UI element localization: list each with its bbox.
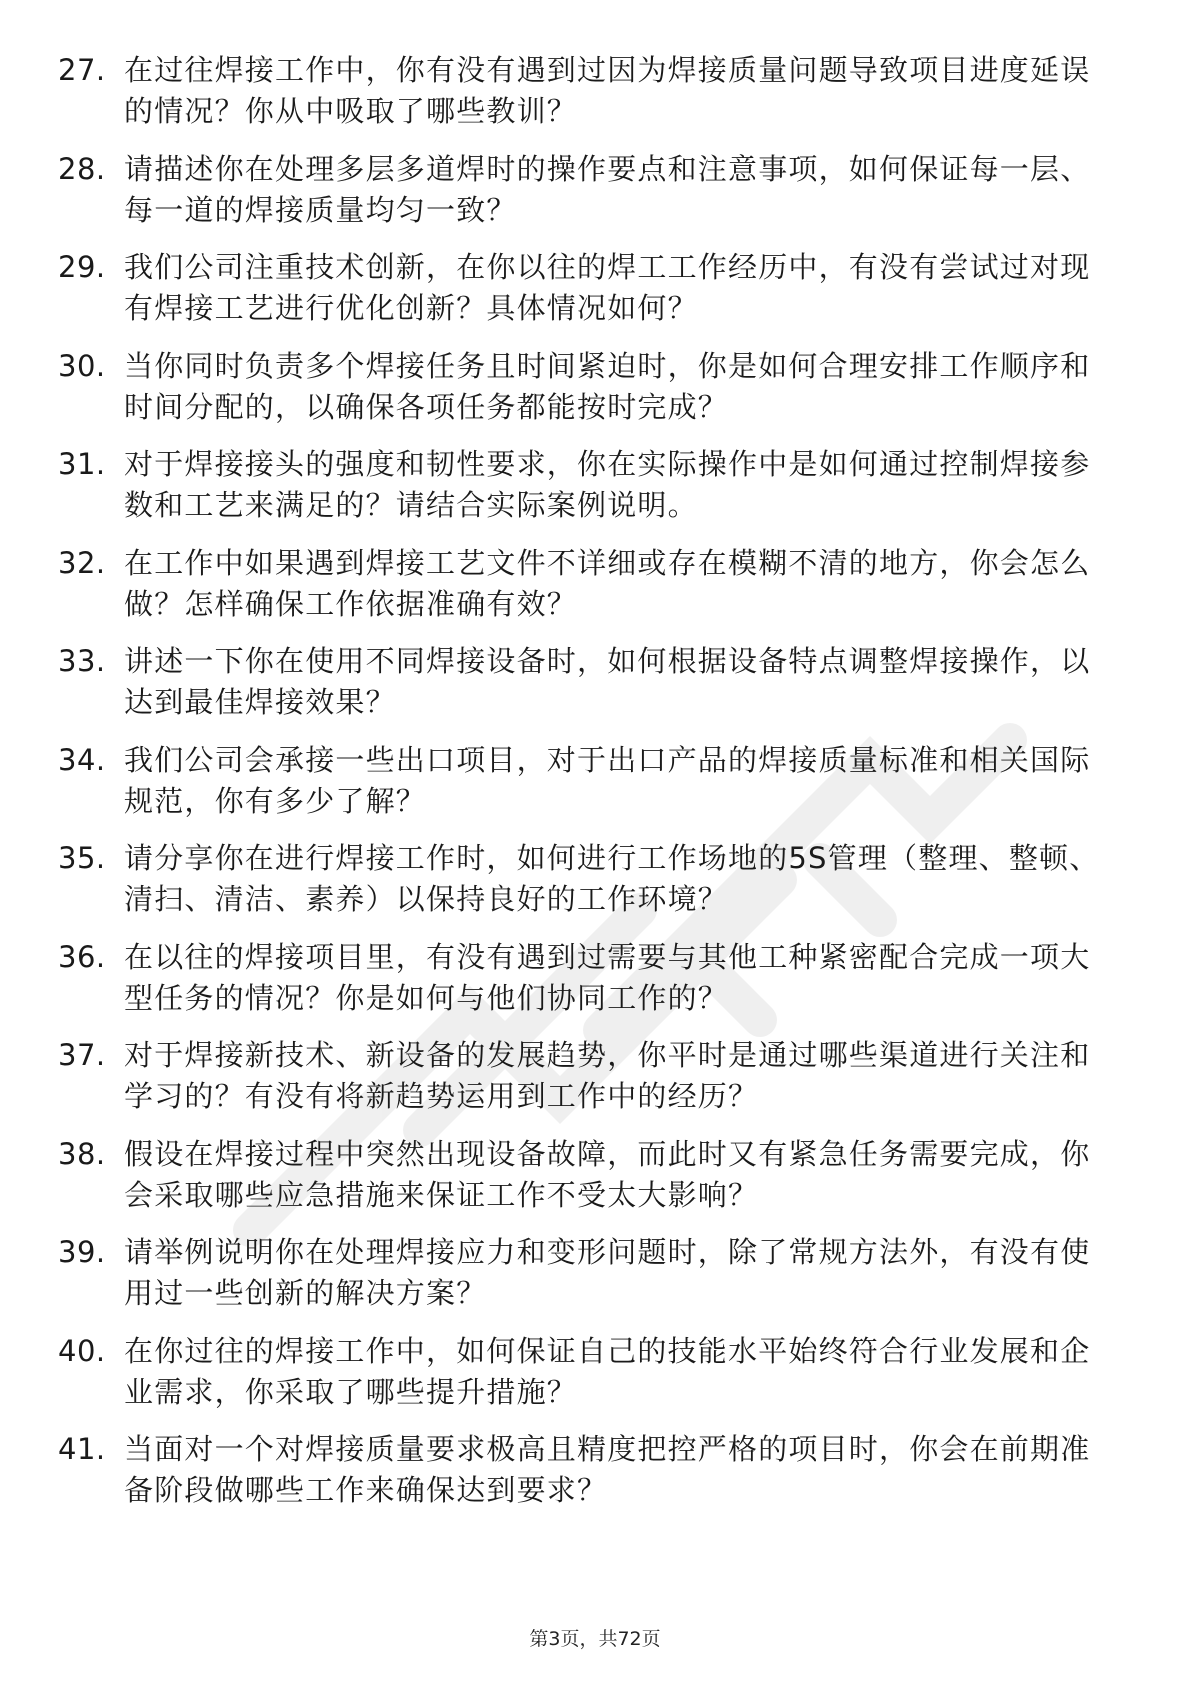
question-item	[58, 247, 1118, 329]
question-item	[58, 1035, 1118, 1117]
question-text: 在工作中如果遇到焊接工艺文件不详细或存在模糊不清的地方，你会怎么做？怎样确保工作依据准确有效？	[124, 545, 1091, 621]
question-number: 28.	[58, 151, 106, 186]
question-number: 41.	[58, 1432, 106, 1466]
question-text: 请举例说明你在处理焊接应力和变形问题时，除了常规方法外，有没有使用过一些创新的解决方案？	[124, 1235, 1091, 1310]
question-item	[58, 543, 1118, 625]
question-number: 37.	[58, 1038, 106, 1072]
question-text: 我们公司会承接一些出口项目，对于出口产品的焊接质量标准和相关国际规范，你有多少了解？	[124, 742, 1091, 818]
question-item	[58, 1429, 1118, 1511]
question-text: 请描述你在处理多层多道焊时的操作要点和注意事项，如何保证每一层、每一道的焊接质量均匀一致？	[124, 151, 1091, 227]
question-text: 假设在焊接过程中突然出现设备故障，而此时又有紧急任务需要完成，你会采取哪些应急措施来保证工作不受太大影响？	[124, 1136, 1091, 1212]
question-text: 在以往的焊接项目里，有没有遇到过需要与其他工种紧密配合完成一项大型任务的情况？你是如何与他们协同工作的？	[124, 939, 1091, 1015]
question-number: 31.	[58, 447, 106, 481]
question-item	[58, 1134, 1118, 1216]
question-number: 32.	[58, 545, 106, 580]
question-item	[58, 149, 1118, 231]
question-text: 当你同时负责多个焊接任务且时间紧迫时，你是如何合理安排工作顺序和时间分配的，以确保各项任务都能按时完成？	[124, 348, 1091, 424]
question-text: 对于焊接新技术、新设备的发展趋势，你平时是通过哪些渠道进行关注和学习的？有没有将新趋势运用到工作中的经历？	[124, 1038, 1091, 1113]
question-text: 请分享你在进行焊接工作时，如何进行工作场地的5S管理（整理、整顿、清扫、清洁、素养）以保持良好的工作环境？	[124, 841, 1100, 916]
question-number: 34.	[58, 742, 106, 777]
question-text: 在你过往的焊接工作中，如何保证自己的技能水平始终符合行业发展和企业需求，你采取了哪些提升措施？	[124, 1333, 1091, 1409]
question-list	[58, 50, 1118, 1528]
question-text: 讲述一下你在使用不同焊接设备时，如何根据设备特点调整焊接操作，以达到最佳焊接效果？	[124, 644, 1091, 719]
question-text: 当面对一个对焊接质量要求极高且精度把控严格的项目时，你会在前期准备阶段做哪些工作来确保达到要求？	[124, 1432, 1091, 1507]
question-number: 35.	[58, 841, 106, 875]
question-item	[58, 50, 1118, 132]
question-item	[58, 346, 1118, 428]
question-item	[58, 838, 1118, 920]
question-item	[58, 937, 1118, 1019]
question-number: 30.	[58, 348, 106, 383]
question-number: 33.	[58, 644, 106, 678]
question-number: 27.	[58, 53, 106, 87]
question-number: 40.	[58, 1333, 106, 1368]
question-item	[58, 1232, 1118, 1314]
question-text: 在过往焊接工作中，你有没有遇到过因为焊接质量问题导致项目进度延误的情况？你从中吸取了哪些教训？	[124, 53, 1091, 128]
question-number: 39.	[58, 1235, 106, 1269]
question-number: 29.	[58, 250, 106, 284]
question-item	[58, 444, 1118, 526]
page-footer: 第3页，共72页	[529, 1628, 661, 1650]
question-text: 对于焊接接头的强度和韧性要求，你在实际操作中是如何通过控制焊接参数和工艺来满足的？请结合实际案例说明。	[124, 447, 1091, 522]
question-item	[58, 740, 1118, 822]
question-text: 我们公司注重技术创新，在你以往的焊工工作经历中，有没有尝试过对现有焊接工艺进行优化创新？具体情况如何？	[124, 250, 1091, 325]
question-number: 36.	[58, 939, 106, 974]
question-number: 38.	[58, 1136, 106, 1171]
question-item	[58, 641, 1118, 723]
question-item	[58, 1331, 1118, 1413]
